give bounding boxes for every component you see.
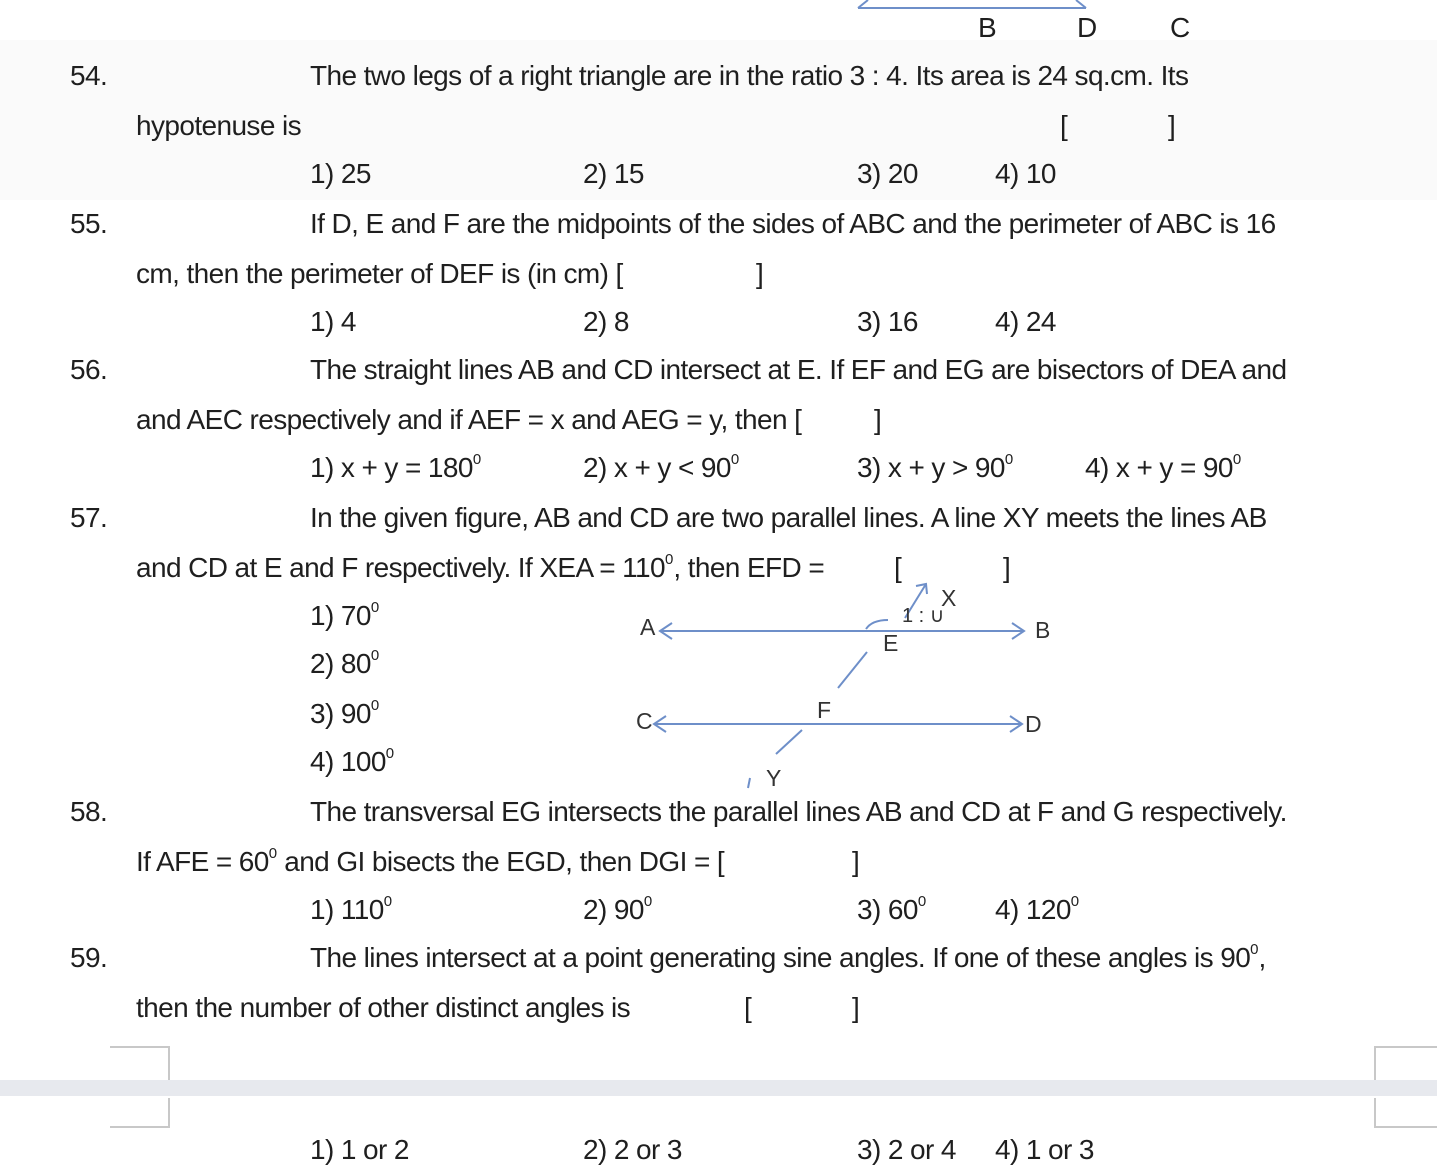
transversal-segment-fy [776, 730, 802, 754]
option-2-text: 2) 90 [583, 894, 644, 925]
option-4-text: 4) x + y = 90 [1085, 452, 1233, 483]
top-figure-label-c: C [1170, 12, 1190, 43]
option-2-text: 2) 80 [310, 648, 371, 679]
crop-bracket-left-top [110, 1046, 170, 1080]
line1-part-b: , [1258, 942, 1266, 973]
transversal-tail-y [748, 778, 750, 788]
crop-bracket-right-top [1374, 1046, 1437, 1080]
figure-label-f: F [817, 697, 832, 723]
question-number: 57. [70, 502, 108, 533]
figure-label-b: B [1035, 617, 1051, 643]
option-3: 3) 2 or 4 [857, 1134, 956, 1165]
option-3-text: 3) x + y > 90 [857, 452, 1005, 483]
answer-bracket-open: [ [744, 992, 752, 1023]
option-1: 1) 1 or 2 [310, 1134, 409, 1165]
answer-bracket-close: ] [874, 404, 882, 435]
option-4 [1085, 451, 1242, 483]
top-figure-label-b: B [978, 12, 997, 43]
page-break-band [0, 1080, 1437, 1096]
option-4-text: 4) 120 [995, 894, 1071, 925]
top-figure-fragment [0, 0, 1437, 50]
question-number: 55. [70, 208, 108, 239]
option-4: 4) 24 [995, 306, 1056, 337]
degree-mark: 0 [1232, 451, 1242, 468]
degree-mark: 0 [1004, 451, 1014, 468]
option-3 [857, 451, 1014, 483]
figure-label-a: A [640, 614, 656, 640]
option-1: 1) 4 [310, 306, 356, 337]
option-2-text: 2) x + y < 90 [583, 452, 731, 483]
line2-part-b: and GI bisects the EGD, then DGI = [ [277, 846, 725, 877]
degree-mark: 0 [370, 697, 380, 714]
line1-part-a: The lines intersect at a point generating sine angles. If one of these angles is 90 [310, 942, 1251, 973]
question-number: 58. [70, 796, 108, 827]
line2-part-a: If AFE = 60 [136, 846, 269, 877]
question-text-line2: hypotenuse is [136, 110, 301, 141]
degree-mark: 0 [1250, 941, 1259, 958]
option-1: 1) 25 [310, 158, 371, 189]
answer-bracket-close: ] [852, 846, 860, 877]
degree-mark: 0 [383, 893, 393, 910]
figure-label-c: C [636, 708, 653, 734]
question-text-line1 [310, 941, 1266, 973]
figure-label-d: D [1025, 711, 1042, 737]
option-3-text: 3) 90 [310, 698, 371, 729]
answer-bracket-close: ] [1003, 552, 1011, 583]
angle-arc-xea [866, 620, 888, 629]
figure-label-y: Y [766, 765, 782, 791]
line2-part-a: and CD at E and F respectively. If XEA = 110 [136, 552, 665, 583]
option-1-text: 1) 110 [310, 894, 384, 925]
top-figure-label-d: D [1077, 12, 1097, 43]
option-1 [310, 451, 482, 483]
option-2 [310, 647, 380, 679]
question-text-line1: If D, E and F are the midpoints of the sides of ABC and the perimeter of ABC is 16 [310, 208, 1276, 239]
figure-label-e: E [883, 630, 899, 656]
crop-bracket-right-bottom [1374, 1098, 1437, 1128]
degree-mark: 0 [730, 451, 740, 468]
degree-mark: 0 [643, 893, 653, 910]
option-3 [857, 893, 927, 925]
answer-bracket-open: [ [1060, 110, 1068, 141]
transversal-segment-ef [838, 652, 867, 688]
degree-mark: 0 [385, 745, 395, 762]
option-2: 2) 8 [583, 306, 629, 337]
option-4 [310, 745, 395, 777]
degree-mark: 0 [664, 551, 674, 568]
option-4-text: 4) 100 [310, 746, 386, 777]
question-text-line2: and AEC respectively and if AEF = x and AEG = y, then [ [136, 404, 802, 435]
question-text-line2: cm, then the perimeter of DEF is (in cm) [ [136, 258, 623, 289]
option-2 [583, 893, 653, 925]
figure-angle-mark: 1 : ∪ [902, 605, 945, 627]
option-4: 4) 1 or 3 [995, 1134, 1094, 1165]
question-number: 54. [70, 60, 108, 91]
degree-mark: 0 [268, 845, 278, 862]
option-1 [310, 893, 393, 925]
crop-bracket-left-bottom [110, 1098, 170, 1128]
option-2: 2) 15 [583, 158, 644, 189]
question-text-line1: In the given figure, AB and CD are two parallel lines. A line XY meets the lines AB [310, 502, 1267, 533]
option-3-text: 3) 60 [857, 894, 918, 925]
answer-bracket-close: ] [1168, 110, 1176, 141]
option-2: 2) 2 or 3 [583, 1134, 682, 1165]
figure-label-x: X [941, 585, 957, 611]
question-text-line2: then the number of other distinct angles is [136, 992, 631, 1023]
option-1-text: 1) x + y = 180 [310, 452, 473, 483]
degree-mark: 0 [370, 647, 380, 664]
question-text-line1: The transversal EG intersects the parallel lines AB and CD at F and G respectively. [310, 796, 1287, 827]
question-text-line1: The two legs of a right triangle are in the ratio 3 : 4. Its area is 24 sq.cm. Its [310, 60, 1189, 91]
parallel-lines-figure [620, 570, 1060, 800]
answer-bracket-close: ] [756, 258, 764, 289]
line2-part-b: , then EFD = [673, 552, 825, 583]
question-text-line1: The straight lines AB and CD intersect at E. If EF and EG are bisectors of DEA and [310, 354, 1287, 385]
option-4 [995, 893, 1080, 925]
degree-mark: 0 [1070, 893, 1080, 910]
option-1 [310, 599, 380, 631]
degree-mark: 0 [472, 451, 482, 468]
answer-bracket-open: [ [894, 552, 902, 583]
question-number: 59. [70, 942, 108, 973]
answer-bracket-close: ] [852, 992, 860, 1023]
option-3: 3) 16 [857, 306, 918, 337]
option-3: 3) 20 [857, 158, 918, 189]
option-2 [583, 451, 740, 483]
option-3 [310, 697, 380, 729]
top-figure-left-side [858, 0, 868, 8]
option-4: 4) 10 [995, 158, 1056, 189]
question-number: 56. [70, 354, 108, 385]
degree-mark: 0 [917, 893, 927, 910]
question-text-line2 [136, 845, 725, 877]
degree-mark: 0 [370, 599, 380, 616]
top-figure-right-side [1076, 0, 1086, 8]
option-1-text: 1) 70 [310, 600, 371, 631]
